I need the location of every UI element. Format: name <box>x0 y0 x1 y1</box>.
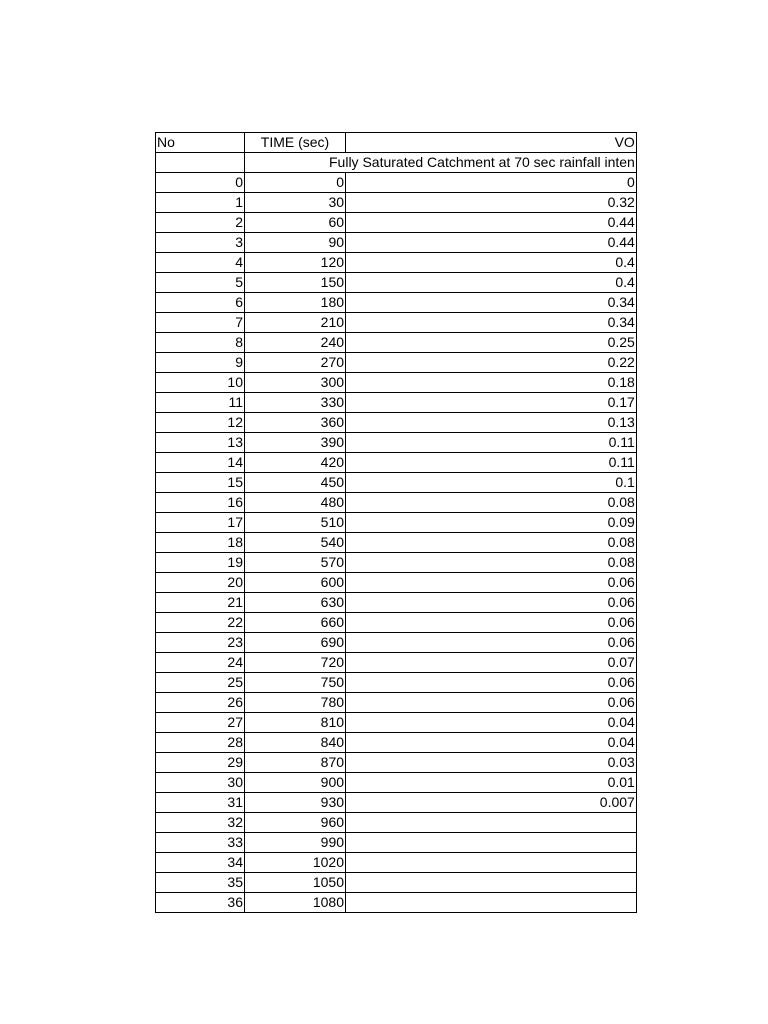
cell-time: 600 <box>245 573 346 593</box>
table-row <box>156 293 637 313</box>
subtitle-cell <box>245 153 637 173</box>
cell-time: 390 <box>245 433 346 453</box>
cell-time: 720 <box>245 653 346 673</box>
cell-no: 6 <box>156 293 245 313</box>
cell-no: 34 <box>156 853 245 873</box>
cell-time: 690 <box>245 633 346 653</box>
table-row <box>156 693 637 713</box>
table-row <box>156 713 637 733</box>
cell-vo: 0.06 <box>346 593 637 613</box>
table-row <box>156 433 637 453</box>
table-row <box>156 873 637 893</box>
cell-no: 4 <box>156 253 245 273</box>
cell-no: 0 <box>156 173 245 193</box>
cell-time: 60 <box>245 213 346 233</box>
cell-no: 20 <box>156 573 245 593</box>
cell-vo: 0.4 <box>346 273 637 293</box>
table-row <box>156 513 637 533</box>
cell-no: 7 <box>156 313 245 333</box>
cell-time: 930 <box>245 793 346 813</box>
table-row <box>156 313 637 333</box>
cell-vo: 0.22 <box>346 353 637 373</box>
cell-no: 25 <box>156 673 245 693</box>
cell-time: 30 <box>245 193 346 213</box>
cell-vo: 0.25 <box>346 333 637 353</box>
table-row <box>156 393 637 413</box>
table-row <box>156 213 637 233</box>
cell-time: 0 <box>245 173 346 193</box>
table-row <box>156 273 637 293</box>
cell-time: 450 <box>245 473 346 493</box>
table-row <box>156 793 637 813</box>
cell-time: 360 <box>245 413 346 433</box>
data-table <box>155 132 637 913</box>
cell-vo: 0.13 <box>346 413 637 433</box>
cell-no: 13 <box>156 433 245 453</box>
cell-vo: 0.08 <box>346 493 637 513</box>
cell-no: 31 <box>156 793 245 813</box>
cell-no: 22 <box>156 613 245 633</box>
table-row <box>156 573 637 593</box>
table-row <box>156 173 637 193</box>
cell-vo: 0.06 <box>346 613 637 633</box>
cell-time: 1080 <box>245 893 346 913</box>
table-row <box>156 473 637 493</box>
cell-vo: 0.11 <box>346 453 637 473</box>
cell-no: 21 <box>156 593 245 613</box>
cell-time: 660 <box>245 613 346 633</box>
cell-vo: 0.08 <box>346 553 637 573</box>
cell-vo: 0.03 <box>346 753 637 773</box>
table-row <box>156 753 637 773</box>
cell-vo: 0.04 <box>346 733 637 753</box>
cell-no: 26 <box>156 693 245 713</box>
cell-time: 750 <box>245 673 346 693</box>
cell-vo: 0.11 <box>346 433 637 453</box>
cell-time: 510 <box>245 513 346 533</box>
table-body <box>156 133 637 913</box>
cell-vo: 0.34 <box>346 293 637 313</box>
table-row <box>156 193 637 213</box>
cell-vo: 0.32 <box>346 193 637 213</box>
table-row <box>156 733 637 753</box>
cell-vo: 0.06 <box>346 673 637 693</box>
header-row <box>156 133 637 153</box>
table-row <box>156 533 637 553</box>
cell-vo: 0.18 <box>346 373 637 393</box>
cell-time: 270 <box>245 353 346 373</box>
cell-no: 30 <box>156 773 245 793</box>
table-row <box>156 673 637 693</box>
table-row <box>156 833 637 853</box>
cell-vo: 0.06 <box>346 633 637 653</box>
table-row <box>156 653 637 673</box>
subtitle-empty-cell <box>156 153 245 173</box>
table-row <box>156 453 637 473</box>
cell-vo: 0 <box>346 173 637 193</box>
cell-time: 300 <box>245 373 346 393</box>
cell-vo: 0.17 <box>346 393 637 413</box>
cell-no: 19 <box>156 553 245 573</box>
cell-no: 15 <box>156 473 245 493</box>
cell-vo: 0.44 <box>346 233 637 253</box>
cell-time: 480 <box>245 493 346 513</box>
cell-no: 9 <box>156 353 245 373</box>
header-vo: VO <box>346 133 637 153</box>
cell-time: 210 <box>245 313 346 333</box>
table-row <box>156 773 637 793</box>
cell-vo: 0.04 <box>346 713 637 733</box>
table-row <box>156 613 637 633</box>
cell-vo: 0.34 <box>346 313 637 333</box>
table-row <box>156 253 637 273</box>
cell-no: 36 <box>156 893 245 913</box>
cell-no: 35 <box>156 873 245 893</box>
cell-no: 10 <box>156 373 245 393</box>
cell-time: 960 <box>245 813 346 833</box>
cell-time: 180 <box>245 293 346 313</box>
cell-no: 14 <box>156 453 245 473</box>
cell-time: 120 <box>245 253 346 273</box>
cell-no: 28 <box>156 733 245 753</box>
cell-no: 3 <box>156 233 245 253</box>
cell-no: 18 <box>156 533 245 553</box>
cell-no: 23 <box>156 633 245 653</box>
table-row <box>156 553 637 573</box>
cell-no: 8 <box>156 333 245 353</box>
cell-time: 840 <box>245 733 346 753</box>
subtitle-row <box>156 153 637 173</box>
cell-time: 810 <box>245 713 346 733</box>
cell-vo: 0.07 <box>346 653 637 673</box>
table-row <box>156 353 637 373</box>
table-row <box>156 593 637 613</box>
cell-time: 990 <box>245 833 346 853</box>
cell-no: 16 <box>156 493 245 513</box>
cell-time: 90 <box>245 233 346 253</box>
cell-no: 5 <box>156 273 245 293</box>
cell-time: 1050 <box>245 873 346 893</box>
table-row <box>156 853 637 873</box>
subtitle-text: Fully Saturated Catchment at 70 sec rainfall inten <box>329 154 635 170</box>
cell-vo <box>346 853 637 873</box>
cell-vo <box>346 813 637 833</box>
table-row <box>156 813 637 833</box>
cell-vo: 0.09 <box>346 513 637 533</box>
cell-time: 900 <box>245 773 346 793</box>
cell-no: 32 <box>156 813 245 833</box>
cell-no: 24 <box>156 653 245 673</box>
cell-no: 17 <box>156 513 245 533</box>
cell-vo: 0.06 <box>346 693 637 713</box>
cell-no: 33 <box>156 833 245 853</box>
table-row <box>156 633 637 653</box>
cell-vo: 0.44 <box>346 213 637 233</box>
cell-time: 240 <box>245 333 346 353</box>
cell-time: 630 <box>245 593 346 613</box>
cell-no: 2 <box>156 213 245 233</box>
cell-vo <box>346 833 637 853</box>
cell-vo: 0.007 <box>346 793 637 813</box>
cell-vo <box>346 873 637 893</box>
table-row <box>156 413 637 433</box>
cell-no: 11 <box>156 393 245 413</box>
header-no: No <box>156 133 245 153</box>
cell-vo: 0.01 <box>346 773 637 793</box>
cell-vo: 0.06 <box>346 573 637 593</box>
cell-time: 870 <box>245 753 346 773</box>
cell-no: 29 <box>156 753 245 773</box>
table-row <box>156 493 637 513</box>
table-row <box>156 233 637 253</box>
header-time: TIME (sec) <box>245 133 346 153</box>
cell-time: 330 <box>245 393 346 413</box>
table-row <box>156 893 637 913</box>
cell-no: 12 <box>156 413 245 433</box>
cell-time: 1020 <box>245 853 346 873</box>
table-row <box>156 333 637 353</box>
cell-time: 150 <box>245 273 346 293</box>
cell-vo: 0.1 <box>346 473 637 493</box>
cell-no: 1 <box>156 193 245 213</box>
cell-time: 780 <box>245 693 346 713</box>
cell-vo: 0.4 <box>346 253 637 273</box>
table-row <box>156 373 637 393</box>
cell-vo <box>346 893 637 913</box>
cell-time: 420 <box>245 453 346 473</box>
cell-time: 540 <box>245 533 346 553</box>
cell-no: 27 <box>156 713 245 733</box>
cell-time: 570 <box>245 553 346 573</box>
cell-vo: 0.08 <box>346 533 637 553</box>
